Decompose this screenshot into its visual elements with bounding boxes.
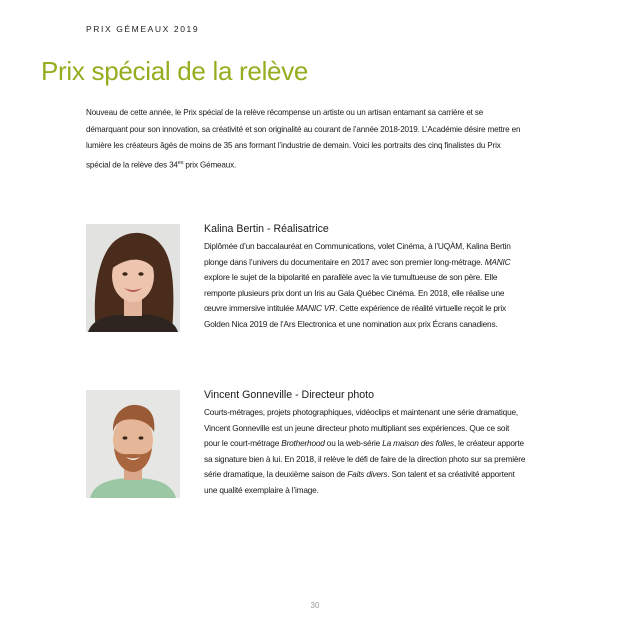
page-title: Prix spécial de la relève <box>41 56 309 86</box>
bio-italic-title: La maison des folles <box>382 438 454 448</box>
bio-italic-title: Brotherhood <box>281 438 325 448</box>
finalist-bio <box>204 239 526 332</box>
portrait-photo-vincent-gonneville <box>86 390 180 498</box>
intro-paragraph <box>86 105 524 174</box>
portrait-woman-icon <box>86 224 180 332</box>
intro-text: Nouveau de cette année, le Prix spécial de la relève récompense un artiste ou un artisan entamant sa carrière et se démarquant pour son innovation, sa créativité et son originalité au courant de l’année 2018-2019. L’Académie désire mettre en lumière les créateurs âgés de moins de 35 ans formant l’industrie de demain. Voici les portraits des cinq finalistes du Prix spécial de la relève des 34 <box>86 108 521 170</box>
bio-text: ou la web-série <box>324 438 383 448</box>
finalist-bio <box>204 405 526 498</box>
section-kicker: PRIX GÉMEAUX 2019 <box>86 24 200 34</box>
finalist-name: Vincent Gonneville - Directeur photo <box>204 389 374 401</box>
portrait-photo-kalina-bertin <box>86 224 180 332</box>
intro-superscript: es <box>177 159 184 166</box>
bio-italic-title: MANIC <box>484 256 511 267</box>
bio-text: . Cette expérience de réalité virtuelle reçoit le prix Golden Nica 2019 de l’Ars Electronica et une nomination aux prix Écrans canadiens. <box>204 303 506 329</box>
bio-text: Diplômée d’un baccalauréat en Communications, volet Cinéma, à l’UQÀM, Kalina Bertin plonge dans l’univers du documentaire en 2017 avec son premier long-métrage. <box>204 241 511 267</box>
bio-italic-title: MANIC VR <box>296 303 336 313</box>
finalist-name: Kalina Bertin - Réalisatrice <box>204 223 329 235</box>
bio-text: , le créateur apporte sa signature bien à lui. En 2018, il relève le défi de faire de la direction photo sur sa première série dramatique, la deuxième saison de <box>204 438 526 479</box>
portrait-man-icon <box>86 390 180 498</box>
bio-text: . Son talent et sa créativité apportent une qualité exemplaire à l’image. <box>204 469 515 495</box>
bio-italic-title: Faits divers <box>347 469 388 479</box>
page-number: 30 <box>310 601 320 610</box>
intro-text-end: prix Gémeaux. <box>183 160 237 170</box>
bio-text: explore le sujet de la bipolarité en parallèle avec la vie tumultueuse de son père. Elle remporte plusieurs prix dont un Iris au Gala Québec Cinéma. En 2018, elle réalise une œuvre immersive intitulée <box>204 272 505 313</box>
bio-text: Courts-métrages, projets photographiques, vidéoclips et maintenant une série dramatique, Vincent Gonneville est un jeune directeur photo multipliant ses expériences. Que ce soit pour le court-métrage <box>204 407 519 448</box>
